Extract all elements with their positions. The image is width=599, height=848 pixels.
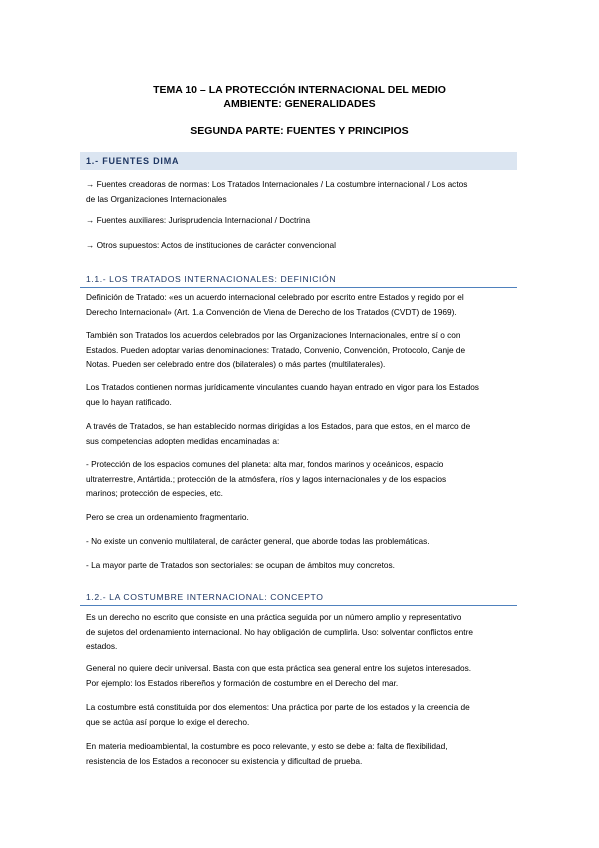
section-heading-costumbre: 1.2.- LA COSTUMBRE INTERNACIONAL: CONCEPTO [80,589,517,606]
doc-subtitle: SEGUNDA PARTE: FUENTES Y PRINCIPIOS [190,125,409,137]
line: Los Tratados contienen normas jurídicamente vinculantes cuando hayan entrado en vigor para los Estados [86,382,479,392]
section-heading-fuentes: 1.- FUENTES DIMA [80,152,517,170]
line: General no quiere decir universal. Basta con que esta práctica sea general entre los sujetos interesados. [86,663,472,673]
list-item-fuentes-creadoras [86,177,516,206]
paragraph-derecho-no-escrito [86,610,516,654]
paragraph-ordenamiento-fragmentario: Pero se crea un ordenamiento fragmentario. [86,512,249,522]
line: - Protección de los espacios comunes del planeta: alta mar, fondos marinos y oceánicos, espacio [86,459,444,469]
line: de las Organizaciones Internacionales [86,193,227,204]
line: Notas. Pueden ser celebrado entre dos (bilaterales) o más partes (multilaterales). [86,359,386,369]
line: También son Tratados los acuerdos celebrados por las Organizaciones Internacionales, entre sí o con [86,330,461,340]
line: Derecho Internacional» (Art. 1.a Convención de Viena de Derecho de los Tratados (CVDT) de 1969). [86,306,457,317]
doc-title-line2: AMBIENTE: GENERALIDADES [223,98,376,110]
paragraph-normas-vinculantes [86,380,516,409]
line: Estados. Pueden adoptar varias denominaciones: Tratado, Convenio, Convención, Protocolo, Canje de [86,344,466,355]
line: Por ejemplo: los Estados ribereños y formación de costumbre en el Derecho del mar. [86,677,399,688]
line: ultraterrestre, Antártida.; protección de la atmósfera, ríos y lagos internacionales y de los espacios [86,473,447,484]
paragraph-materia-medioambiental [86,739,516,768]
line: resistencia de los Estados a reconocer su existencia y dificultad de prueba. [86,755,363,766]
list-item-fuentes-auxiliares: → Fuentes auxiliares: Jurisprudencia Internacional / Doctrina [86,215,311,225]
line: A través de Tratados, se han establecido normas dirigidas a los Estados, para que estos, en el marco de [86,421,471,431]
line: Definición de Tratado: «es un acuerdo internacional celebrado por escrito entre Estados y regido por el [86,292,464,302]
line: marinos; protección de especies, etc. [86,488,223,498]
line: sus competencias adopten medidas encaminadas a: [86,435,280,446]
paragraph-a-traves-de-tratados [86,419,516,448]
section-heading-tratados: 1.1.- LOS TRATADOS INTERNACIONALES: DEFINICIÓN [80,271,517,288]
paragraph-definicion [86,290,516,319]
line: → Fuentes creadoras de normas: Los Tratados Internacionales / La costumbre internacional / Los actos [86,179,468,189]
doc-title-line1: TEMA 10 – LA PROTECCIÓN INTERNACIONAL DEL MEDIO [153,84,446,96]
paragraph-no-existe-convenio: - No existe un convenio multilateral, de carácter general, que aborde todas las problemáticas. [86,536,430,546]
paragraph-proteccion-espacios [86,457,516,501]
line: En materia medioambiental, la costumbre es poco relevante, y esto se debe a: falta de flexibilidad, [86,741,448,751]
line: Es un derecho no escrito que consiste en una práctica seguida por un número amplio y representativo [86,612,462,622]
line: La costumbre está constituida por dos elementos: Una práctica por parte de los estados y la creencia de [86,702,470,712]
line: que se actúa así porque lo exige el derecho. [86,716,250,727]
paragraph-general-no-universal [86,661,516,690]
paragraph-organizaciones [86,328,516,372]
line: de sujetos del ordenamiento internacional. No hay obligación de cumplirla. Uso: solventar conflictos entre [86,626,473,637]
paragraph-elementos-costumbre [86,700,516,729]
line: estados. [86,641,118,651]
line: que lo hayan ratificado. [86,396,172,407]
list-item-otros-supuestos: → Otros supuestos: Actos de instituciones de carácter convencional [86,240,336,250]
paragraph-tratados-sectoriales: - La mayor parte de Tratados son sectoriales: se ocupan de ámbitos muy concretos. [86,560,395,570]
